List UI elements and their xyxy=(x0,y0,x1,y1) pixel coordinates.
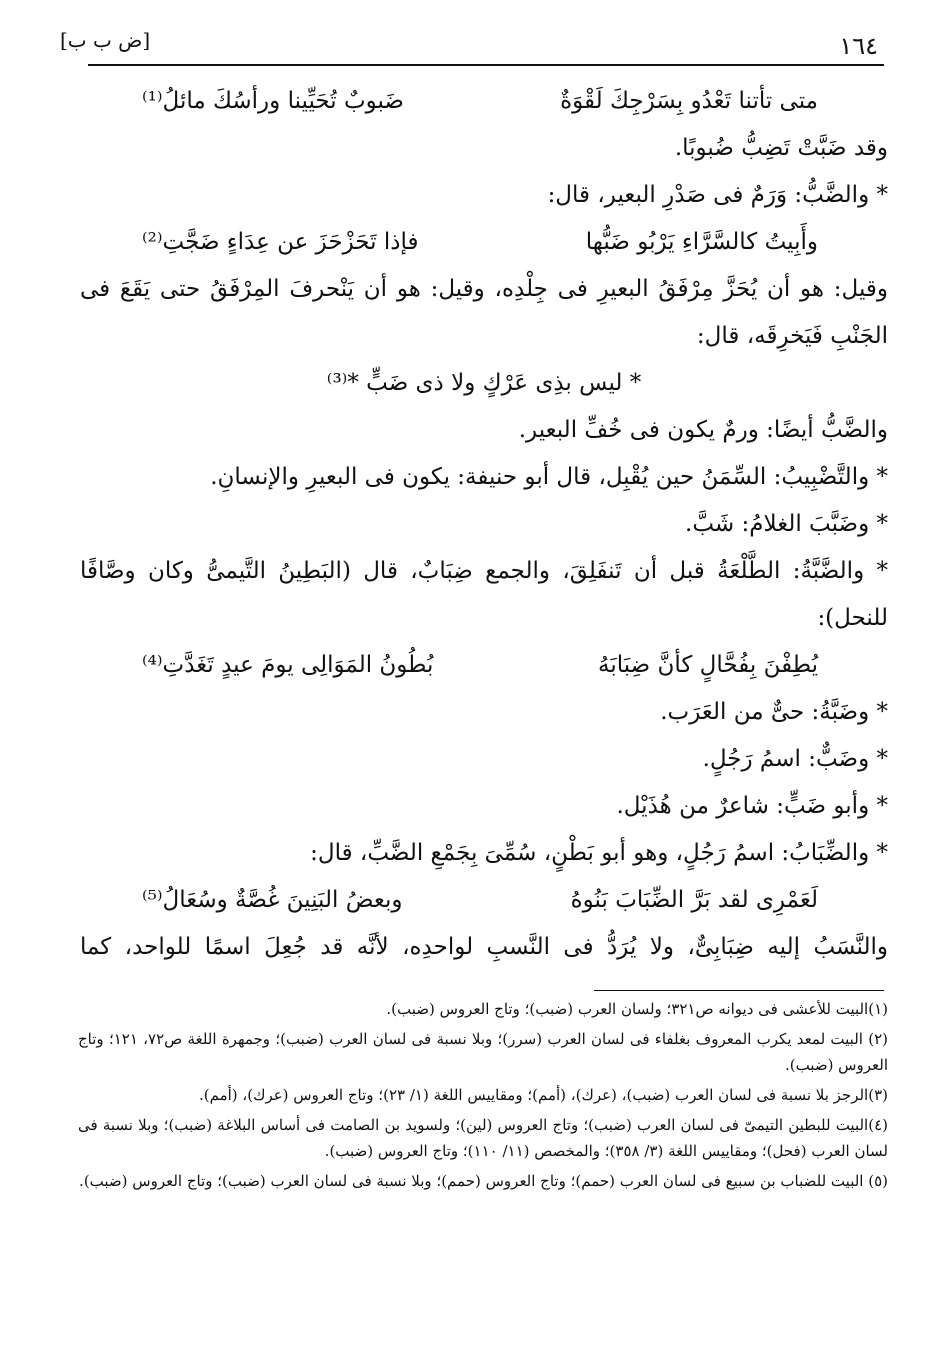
verse-line xyxy=(80,78,888,125)
verse-hemistich-second: ضَبوبٌ تُحَيِّينا ورأسُكَ مائلُ⁽¹⁾ xyxy=(142,88,404,114)
verse-hemistich-second: بُطُونُ المَوَالِى يومَ عيدٍ تَغَدَّتِ⁽⁴⁾ xyxy=(142,652,434,678)
footnotes-rule xyxy=(594,990,884,991)
text-line: الجَنْبِ فَيَخرِقَه، قال: xyxy=(696,323,888,349)
footnotes xyxy=(78,996,888,1198)
root-tag: [ض ب ب] xyxy=(60,28,151,52)
page-header xyxy=(60,28,884,64)
text-line: * والضَّبَّةُ: الطَّلْعَةُ قبل أن تَنفَلِقَ، والجمع ضِبَابٌ، قال (البَطِينُ التَّيمىُّ وكان وصَّافًا xyxy=(80,558,888,584)
footnote: (٤)البيت للبطين التيمىّ فى لسان العرب (ضبب)؛ وتاج العروس (لين)؛ ولسويد بن الصامت فى أساس البلاغة (ضبب)؛ وبلا نسبة فى لسان العرب (فحل)؛ ومقاييس اللغة (٣/ ٣٥٨)؛ والمخصص (١١/ ١١٠)؛ وتاج العروس (ضبب). xyxy=(78,1116,888,1160)
header-rule xyxy=(88,64,884,66)
text-line: * والضِّبَابُ: اسمُ رَجُلٍ، وهو أبو بَطْنٍ، سُمِّىَ بِجَمْعِ الضَّبِّ، قال: xyxy=(310,840,888,866)
text-line: * وأبو ضَبٍّ: شاعرٌ من هُذَيْل. xyxy=(616,793,888,819)
verse-line xyxy=(80,877,888,924)
footnote: (٣)الرجز بلا نسبة فى لسان العرب (ضبب)، (عرك)، (أمم)؛ ومقاييس اللغة (١/ ٢٣)؛ وتاج العروس (عرك)، (أمم). xyxy=(198,1086,888,1104)
text-line: * والضَّبُّ: وَرَمٌ فى صَدْرِ البعير، قال: xyxy=(547,182,888,208)
text-line: وقد ضَبَّتْ تَضِبُّ ضُبوبًا. xyxy=(674,135,888,161)
text-line: * والتَّضْبِيبُ: السِّمَنُ حين يُقْبِل، قال أبو حنيفة: يكون فى البعيرِ والإنسانِ. xyxy=(210,464,888,490)
verse-hemistich-second: فإذا تَحَزْحَزَ عن عِدَاءٍ ضَجَّتِ⁽²⁾ xyxy=(142,229,419,255)
main-text xyxy=(80,78,888,971)
text-line: * وضَبَّةُ: حىٌّ من العَرَب. xyxy=(660,699,888,725)
text-line: والضَّبُّ أيضًا: ورمٌ يكون فى خُفِّ البعير. xyxy=(518,417,888,443)
verse-line xyxy=(80,219,888,266)
verse-hemistich-first: وأَبِيتُ كالسَّرَّاءِ يَرْبُو ضَبُّها xyxy=(585,229,818,255)
page-number: ١٦٤ xyxy=(839,32,878,60)
text-line: للنحل): xyxy=(817,605,888,631)
footnote: (٢) البيت لمعد يكرب المعروف بغلفاء فى لسان العرب (سرر)؛ وبلا نسبة فى لسان العرب (ضبب)؛ وجمهرة اللغة ص٧٢، ١٢١؛ وتاج العروس (ضبب). xyxy=(78,1030,888,1074)
rajaz-line: * ليس بذِى عَرْكٍ ولا ذى ضَبٍّ *⁽³⁾ xyxy=(326,370,642,396)
text-line: * وضَبٌّ: اسمُ رَجُلٍ. xyxy=(702,746,888,772)
text-line: والنَّسَبُ إليه ضِبَابِىٌّ، ولا يُرَدُّ فى النَّسبِ لواحدِه، لأنَّه قد جُعِلَ اسمًا للواحد، كما xyxy=(80,934,888,960)
verse-line xyxy=(80,642,888,689)
text-line: وقيل: هو أن يُحَزَّ مِرْفَقُ البعيرِ فى جِلْدِه، وقيل: هو أن يَنْحرفَ المِرْفَقُ حتى يَقَعَ فى xyxy=(80,276,888,302)
verse-hemistich-first: يُطِفْنَ بِفُحَّالٍ كأنَّ ضِبَابَهُ xyxy=(597,652,818,678)
footnote: (١)البيت للأعشى فى ديوانه ص٣٢١؛ ولسان العرب (ضبب)؛ وتاج العروس (ضبب). xyxy=(386,1000,888,1018)
verse-hemistich-first: متى تأتنا تَعْدُو بِسَرْجِكَ لَقْوَةٌ xyxy=(560,88,818,114)
verse-hemistich-first: لَعَمْرِى لقد بَرَّ الضِّبَابَ بَنُوهُ xyxy=(570,887,818,913)
verse-hemistich-second: وبعضُ البَنِينَ غُصَّةٌ وسُعَالُ⁽⁵⁾ xyxy=(142,887,403,913)
text-line: * وضَبَّبَ الغلامُ: شَبَّ. xyxy=(685,511,888,537)
footnote: (٥) البيت للضباب بن سبيع فى لسان العرب (حمم)؛ وتاج العروس (حمم)؛ وبلا نسبة فى لسان العرب (ضبب)؛ وتاج العروس (ضبب). xyxy=(79,1172,888,1190)
